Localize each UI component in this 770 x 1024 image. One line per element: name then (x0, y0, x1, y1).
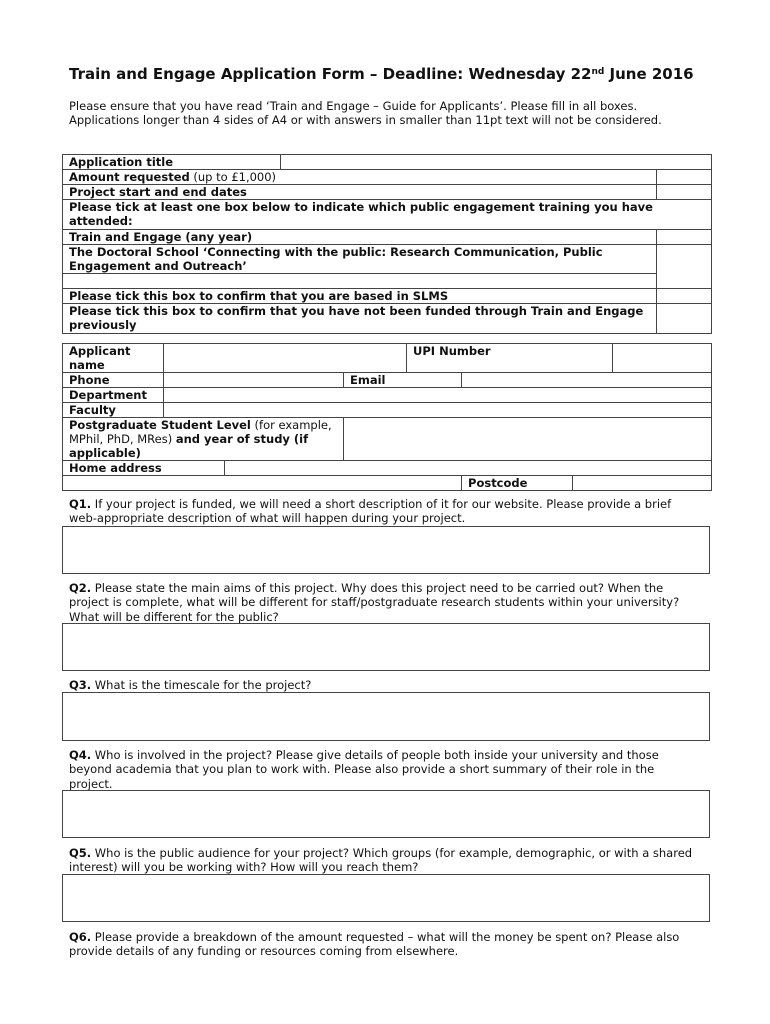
question-1-text: Q1. If your project is funded, we will need a short description of it for our website. Please provide a brief web-appropriate description of what will happen during your project. (69, 497, 672, 526)
form-title: Train and Engage Application Form – Deadline: Wednesday 22nd June 2016 (69, 65, 694, 83)
email-label: Email (344, 373, 462, 388)
email-field[interactable] (462, 373, 712, 388)
department-label: Department (63, 388, 164, 403)
faculty-field[interactable] (164, 403, 712, 418)
applicant-name-label: Applicant name (63, 344, 164, 373)
amount-label: Amount requested (up to £1,000) (63, 170, 657, 185)
applicant-name-field[interactable] (164, 344, 407, 373)
question-6-text: Q6. Please provide a breakdown of the amount requested – what will the money be spent on? Please also provide details of any funding or resources coming from elsewhere. (69, 930, 680, 959)
option-doctoral-checkbox[interactable] (657, 245, 712, 289)
question-5-text: Q5. Who is the public audience for your project? Which groups (for example, demographic, or with a shared interest) will you be working with? How will you reach them? (69, 846, 693, 875)
application-title-label: Application title (63, 155, 281, 170)
question-4-text: Q4. Who is involved in the project? Please give details of people both inside your university and those beyond academia that you plan to work with. Please also provide a short summary of their role in the project. (69, 748, 659, 791)
home-address-field-2[interactable] (63, 476, 462, 491)
upi-field[interactable] (613, 344, 712, 373)
confirm-not-funded-label: Please tick this box to confirm that you have not been funded through Train and Engage previously (63, 304, 657, 334)
answer-4-box[interactable] (62, 790, 710, 838)
upi-label: UPI Number (407, 344, 613, 373)
postcode-field[interactable] (573, 476, 712, 491)
confirm-slms-label: Please tick this box to confirm that you are based in SLMS (63, 289, 657, 304)
dates-field[interactable] (657, 185, 712, 200)
faculty-label: Faculty (63, 403, 164, 418)
applicant-table (62, 343, 712, 491)
home-address-field[interactable] (225, 461, 712, 476)
phone-field[interactable] (164, 373, 344, 388)
department-field[interactable] (164, 388, 712, 403)
option-train-engage-label: Train and Engage (any year) (63, 230, 657, 245)
project-table (62, 154, 712, 334)
answer-5-box[interactable] (62, 874, 710, 922)
question-3-text: Q3. What is the timescale for the project? (69, 678, 312, 692)
student-level-label: Postgraduate Student Level (for example, MPhil, PhD, MRes) and year of study (if applicable) (63, 418, 344, 461)
postcode-label: Postcode (462, 476, 573, 491)
application-title-field[interactable] (281, 155, 712, 170)
student-level-field[interactable] (344, 418, 712, 461)
home-address-label: Home address (63, 461, 225, 476)
option-train-engage-checkbox[interactable] (657, 230, 712, 245)
dates-label: Project start and end dates (63, 185, 657, 200)
question-2-text: Q2. Please state the main aims of this project. Why does this project need to be carried out? When the project is complete, what will be different for staff/postgraduate research students within your university? What will be different for the public? (69, 581, 680, 624)
answer-1-box[interactable] (62, 526, 710, 574)
training-prompt: Please tick at least one box below to indicate which public engagement training you have attended: (63, 200, 712, 230)
confirm-not-funded-checkbox[interactable] (657, 304, 712, 334)
intro-text: Please ensure that you have read ‘Train and Engage – Guide for Applicants’. Please fill in all boxes. Applications longer than 4 sides of A4 or with answers in smaller than 11pt text will not be considered. (69, 99, 662, 128)
amount-field[interactable] (657, 170, 712, 185)
option-doctoral-label: The Doctoral School ‘Connecting with the public: Research Communication, Public Engagement and Outreach’ (63, 245, 657, 274)
phone-label: Phone (63, 373, 164, 388)
confirm-slms-checkbox[interactable] (657, 289, 712, 304)
spacer-row (63, 274, 657, 289)
answer-2-box[interactable] (62, 623, 710, 671)
answer-3-box[interactable] (62, 692, 710, 741)
